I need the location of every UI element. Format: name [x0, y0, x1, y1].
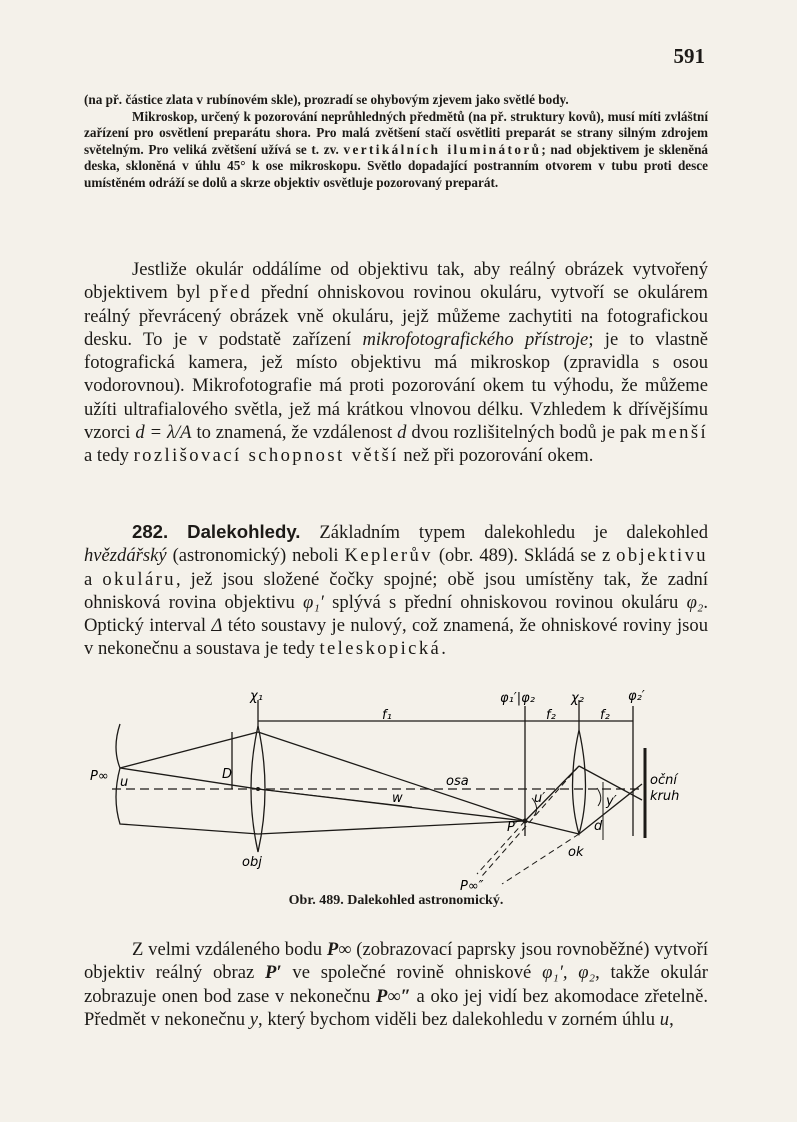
label-P-infinity: P∞ — [90, 769, 109, 784]
ray-upper-converge — [258, 732, 525, 821]
eyepiece-lens — [573, 730, 586, 834]
ray-middle — [120, 768, 258, 789]
page-number: 591 — [673, 44, 705, 68]
figure-caption: Obr. 489. Dalekohled astronomický. — [288, 893, 504, 908]
ray-eyepiece-lower — [525, 821, 579, 834]
small-print-paragraph-2: Mikroskop, určený k pozorování neprůhledných předmětů (na př. struktury kovů), musí míti zvláštní zařízení pro osvětlení preparátu shora. Pro malá zvětšení stačí osvětliti preparát se strany silným zdrojem světelným. Pro veliká zvětšení užívá se t. zv. vertikálních iluminátorů; nad objektivem je skleněná deska, skloněná v úhlu 45° k ose mikroskopu. Světlo dopadající postranním otvorem v tubu proti desce umístěném odráží se dolů a skrze objektiv osvětluje pozorovaný preparát. — [84, 108, 709, 190]
section-282: 282. Dalekohledy. Základním typem dalekohledu je dalekohled hvězdářský (astronomický) neboli Keplerův (obr. 489). Skládá se z objektivu a okuláru, jež jsou složené čočky spojné; obě jsou umístěny tak, že zadní ohnisková rovina objektivu φ₁′ splývá s přední ohniskovou rovinou okuláru φ₂. Optický interval Δ této soustavy je nulový, což znamená, že ohniskové roviny jsou v nekonečnu a soustava je tedy teleskopická. — [84, 521, 709, 660]
small-print-paragraph-1: (na př. částice zlata v rubínovém skle), prozradí se ohybovým zjevem jako světlé body. — [84, 92, 569, 107]
label-ok: ok — [568, 845, 584, 860]
section-title: Dalekohledy. — [187, 521, 301, 542]
label-f2a: f₂ — [546, 708, 556, 723]
label-u: u — [120, 775, 129, 790]
spaced-term: vertikálních iluminátorů — [343, 141, 542, 157]
label-P-infinity-double-prime: P∞″ — [460, 879, 484, 893]
small-print-block — [84, 92, 708, 192]
label-chi2: χ₂ — [571, 691, 584, 706]
label-d: d — [594, 819, 603, 834]
paragraph-microphotography: Jestliže okulár oddálíme od objektivu tak, aby reálný obrázek vytvořený objektivem byl před přední ohniskovou rovinou okuláru, vytvoří se okulárem reálný převrácený obrázek vně okuláru, jejž můžeme zachytiti na fotografickou desku. To je v podstatě zařízení mikrofotografického přístroje; je to vlastně fotografická kamera, jež místo objektivu má mikroskop (zpravidla s osou vodorovnou). Mikrofotografie má proti pozorování okem tu výhodu, že můžeme užíti ultrafialového světla, jež má krátkou vlnovou délku. Vzhledem k dřívějšímu vzorci d = λ/A to znamená, že vzdálenost d dvou rozlišitelných bodů je pak menší a tedy rozlišovací schopnost větší než při pozorování okem. — [84, 259, 709, 467]
label-y-prime: y′ — [606, 794, 617, 809]
ray-lower-converge — [258, 821, 525, 834]
label-osa: osa — [446, 774, 469, 789]
section-number: 282. — [132, 521, 169, 542]
label-kruh: kruh — [650, 789, 680, 804]
label-obj: obj — [242, 855, 262, 870]
label-f1: f₁ — [382, 708, 392, 723]
label-u-prime: u′ — [534, 791, 546, 806]
label-P-prime: P′ — [507, 820, 518, 835]
formula: d = λ/A — [135, 422, 192, 444]
label-chi1: χ₁ — [250, 689, 263, 704]
label-phi1-phi2: φ₁′|φ₂ — [500, 691, 535, 706]
label-w: w — [392, 791, 403, 806]
label-f2b: f₂ — [600, 708, 610, 723]
paragraph-telescope-image: Z velmi vzdáleného bodu P∞ (zobrazovací paprsky jsou rovnoběžné) vytvoří objektiv reálný obraz P′ ve společné rovině ohniskové φ₁′, φ₂, takže okulár zobrazuje onen bod zase v nekonečnu P∞″ a oko jej vidí bez akomodace zřetelně. Předmět v nekonečnu y, který bychom viděli bez dalekohledu v zorném úhlu u, — [84, 939, 708, 1030]
label-ocni: oční — [650, 773, 677, 788]
label-D: D — [222, 767, 233, 782]
telescope-figure — [82, 688, 722, 898]
ray-upper — [116, 724, 258, 768]
label-phi2-prime: φ₂′ — [628, 689, 645, 704]
telescope-diagram — [82, 688, 722, 893]
